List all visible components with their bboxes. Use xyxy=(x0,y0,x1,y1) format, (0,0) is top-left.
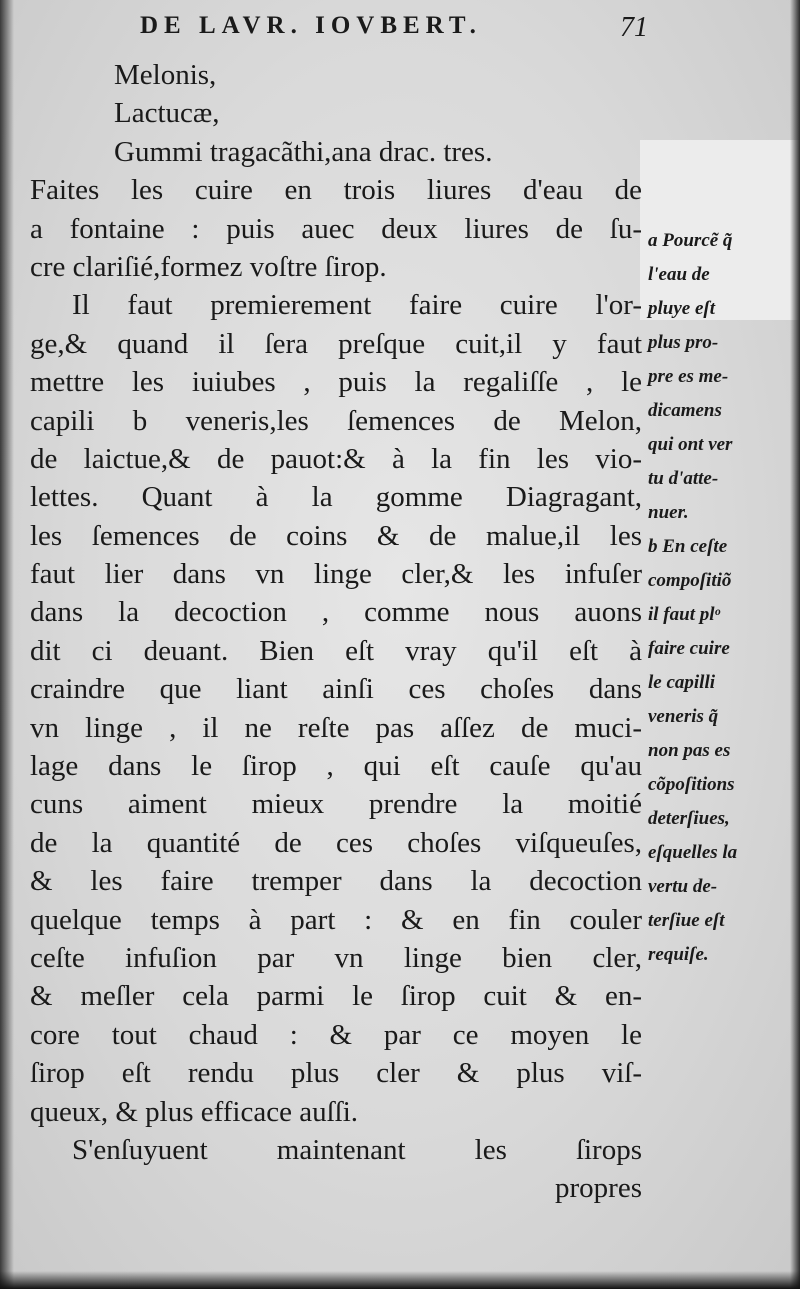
text-line: S'enſuyuent maintenant les ſirops xyxy=(72,1133,642,1166)
text-line: Il faut premierement faire cuire l'or- xyxy=(72,289,642,322)
text-line: faut lier dans vn linge cler,& les infuſer xyxy=(30,558,642,591)
text-line: lage dans le ſirop , qui eſt cauſe qu'au xyxy=(30,750,642,783)
text-line: les ſemences de coins & de malue,il les xyxy=(30,519,642,552)
text-line: Lactucæ, xyxy=(114,97,220,130)
margin-note-line: dicamens xyxy=(648,400,722,421)
margin-note-line: faire cuire xyxy=(648,638,730,659)
page-edge-shadow-right xyxy=(790,0,800,1289)
running-head: DE LAVR. IOVBERT. xyxy=(140,12,482,39)
text-line: mettre les iuiubes , puis la regaliſſe , le xyxy=(30,366,642,399)
margin-note-line: non pas es xyxy=(648,740,731,761)
text-line: & meſler cela parmi le ſirop cuit & en- xyxy=(30,980,642,1013)
text-line: Melonis, xyxy=(114,59,217,91)
margin-note-line: cõpoſitions xyxy=(648,774,735,795)
page-edge-shadow-bottom xyxy=(0,1271,800,1289)
text-line: craindre que liant ainſi ces choſes dans xyxy=(30,673,642,706)
text-line: core tout chaud : & par ce moyen le xyxy=(30,1018,642,1051)
text-line: vn linge , il ne reſte pas aſſez de muci- xyxy=(30,711,642,744)
text-line: ſirop eſt rendu plus cler & plus viſ- xyxy=(30,1057,642,1090)
page-edge-shadow-left xyxy=(0,0,14,1289)
text-line: de laictue,& de pauot:& à la fin les vio- xyxy=(30,442,642,475)
margin-note-line: pre es me- xyxy=(648,366,729,387)
margin-note-line: requiſe. xyxy=(648,944,709,965)
text-line: dans la decoction , comme nous auons xyxy=(30,596,642,629)
margin-note-line: nuer. xyxy=(648,502,689,523)
margin-note-line: vertu de- xyxy=(648,876,718,897)
page-number: 71 xyxy=(620,12,648,43)
text-line: ge,& quand il ſera preſque cuit,il y faut xyxy=(30,327,642,360)
text-line: dit ci deuant. Bien eſt vray qu'il eſt à xyxy=(30,634,642,667)
text-line: cre clariſié,formez voſtre ſirop. xyxy=(30,250,387,283)
text-line: ceſte infuſion par vn linge bien cler, xyxy=(30,941,642,974)
marginal-notes xyxy=(648,224,788,972)
text-line: & les faire tremper dans la decoction xyxy=(30,865,642,898)
text-line: lettes. Quant à la gomme Diagragant, xyxy=(30,481,642,514)
main-text-block xyxy=(30,56,642,1208)
margin-note-line: pluye eſt xyxy=(648,298,716,319)
margin-note-line: qui ont ver xyxy=(648,434,733,455)
margin-note-line: b En ceſte xyxy=(648,536,728,557)
margin-note-line: deterſiues, xyxy=(648,808,730,829)
catchword: propres xyxy=(555,1172,642,1205)
text-line: a fontaine : puis auec deux liures de ſu- xyxy=(30,212,642,245)
text-line: cuns aiment mieux prendre la moitié xyxy=(30,788,642,821)
text-line: Gummi tragacãthi,ana drac. tres. xyxy=(114,135,493,168)
text-line: de la quantité de ces choſes viſqueuſes, xyxy=(30,826,642,859)
margin-note-line: compoſitiõ xyxy=(648,570,732,591)
margin-note-line: eſquelles la xyxy=(648,842,738,863)
margin-note-line: a Pourcẽ q̃ xyxy=(648,230,733,251)
text-line: quelque temps à part : & en fin couler xyxy=(30,903,642,936)
margin-note-line: il faut plᵒ xyxy=(648,604,721,625)
margin-note-line: veneris q̃ xyxy=(648,706,719,727)
text-line: capili b veneris,les ſemences de Melon, xyxy=(30,404,642,437)
text-line: queux, & plus efficace auſſi. xyxy=(30,1095,359,1128)
text-line: Faites les cuire en trois liures d'eau de xyxy=(30,174,642,207)
margin-note-line: l'eau de xyxy=(648,264,710,285)
margin-note-line: plus pro- xyxy=(648,332,719,353)
margin-note-line: terſiue eſt xyxy=(648,910,725,931)
margin-note-line: le capilli xyxy=(648,672,716,693)
margin-note-line: tu d'atte- xyxy=(648,468,719,489)
